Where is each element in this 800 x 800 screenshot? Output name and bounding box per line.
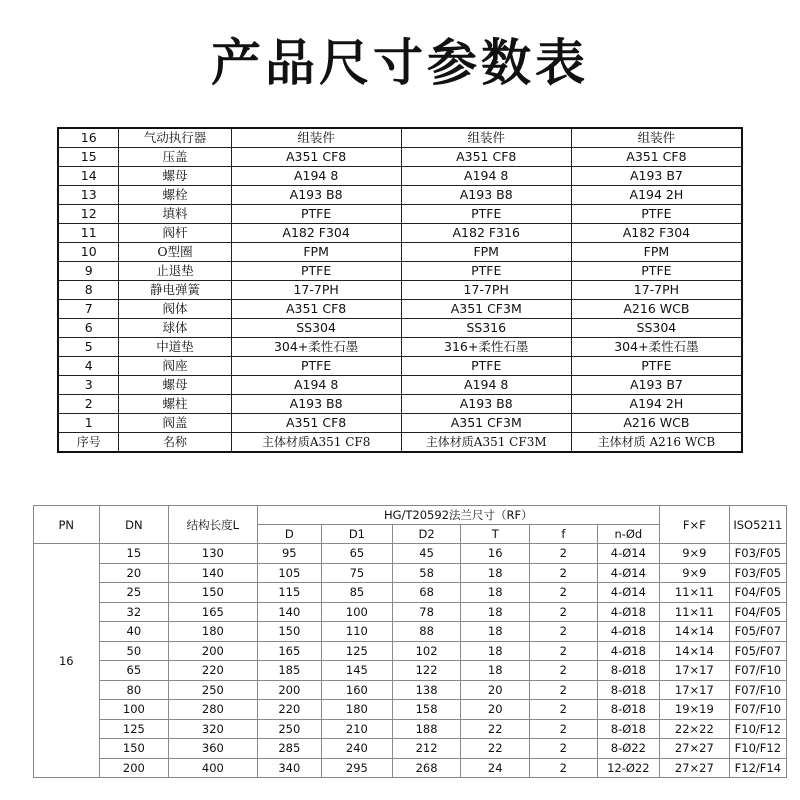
material-wcb-cell: A182 F304 bbox=[571, 224, 742, 243]
dim-d1-cell: 110 bbox=[322, 622, 393, 642]
material-no-cell: 16 bbox=[58, 128, 119, 148]
dim-dn-cell: 100 bbox=[99, 700, 169, 720]
material-row bbox=[58, 186, 742, 205]
dim-nd-cell: 8-Ø18 bbox=[597, 700, 659, 720]
material-cf8-cell: PTFE bbox=[231, 357, 401, 376]
dim-dn-cell: 20 bbox=[99, 563, 169, 583]
dim-d2-cell: 268 bbox=[392, 758, 461, 778]
material-cf3m-cell: A351 CF3M bbox=[401, 300, 571, 319]
material-no-cell: 1 bbox=[58, 414, 119, 433]
dim-f-cell: 2 bbox=[530, 622, 598, 642]
material-cf3m-cell: A193 B8 bbox=[401, 395, 571, 414]
material-cf3m-cell: 17-7PH bbox=[401, 281, 571, 300]
material-name-cell: 中道垫 bbox=[119, 338, 231, 357]
material-no-cell: 8 bbox=[58, 281, 119, 300]
dim-l-cell: 165 bbox=[169, 602, 257, 622]
material-wcb-cell: PTFE bbox=[571, 357, 742, 376]
dimension-row bbox=[34, 544, 787, 564]
material-cf8-cell: A193 B8 bbox=[231, 395, 401, 414]
material-no-cell: 7 bbox=[58, 300, 119, 319]
material-cf8-cell: A351 CF8 bbox=[231, 148, 401, 167]
header-nd: n-Ød bbox=[597, 525, 659, 544]
material-cf3m-cell: A194 8 bbox=[401, 376, 571, 395]
material-name-cell: 螺母 bbox=[119, 376, 231, 395]
material-name-cell: 填料 bbox=[119, 205, 231, 224]
dim-d-cell: 140 bbox=[257, 602, 321, 622]
material-cf8-cell: 主体材质A351 CF8 bbox=[231, 433, 401, 453]
material-cf8-cell: A182 F304 bbox=[231, 224, 401, 243]
dim-d1-cell: 210 bbox=[322, 719, 393, 739]
dimension-row bbox=[34, 700, 787, 720]
material-cf8-cell: A194 8 bbox=[231, 376, 401, 395]
dim-l-cell: 250 bbox=[169, 680, 257, 700]
dim-f-cell: 2 bbox=[530, 602, 598, 622]
material-wcb-cell: PTFE bbox=[571, 262, 742, 281]
header-f: f bbox=[530, 525, 598, 544]
dim-t-cell: 24 bbox=[461, 758, 530, 778]
dim-f-cell: 2 bbox=[530, 661, 598, 681]
material-name-cell: 阀座 bbox=[119, 357, 231, 376]
header-flange-group: HG/T20592法兰尺寸（RF） bbox=[257, 506, 659, 525]
material-cf3m-cell: A193 B8 bbox=[401, 186, 571, 205]
material-cf8-cell: FPM bbox=[231, 243, 401, 262]
material-cf3m-cell: A182 F316 bbox=[401, 224, 571, 243]
dim-iso-cell: F04/F05 bbox=[729, 602, 786, 622]
dim-f-cell: 2 bbox=[530, 719, 598, 739]
material-no-cell: 12 bbox=[58, 205, 119, 224]
dim-iso-cell: F03/F05 bbox=[729, 563, 786, 583]
dim-d-cell: 150 bbox=[257, 622, 321, 642]
material-wcb-cell: A193 B7 bbox=[571, 376, 742, 395]
dim-d-cell: 220 bbox=[257, 700, 321, 720]
material-row bbox=[58, 376, 742, 395]
material-wcb-cell: A194 2H bbox=[571, 395, 742, 414]
dim-dn-cell: 65 bbox=[99, 661, 169, 681]
dim-iso-cell: F07/F10 bbox=[729, 661, 786, 681]
dim-d1-cell: 125 bbox=[322, 641, 393, 661]
dim-d2-cell: 68 bbox=[392, 583, 461, 603]
dimension-row bbox=[34, 563, 787, 583]
header-dn: DN bbox=[99, 506, 169, 544]
dimension-row bbox=[34, 680, 787, 700]
material-name-cell: 阀体 bbox=[119, 300, 231, 319]
material-row bbox=[58, 243, 742, 262]
dim-d1-cell: 145 bbox=[322, 661, 393, 681]
dim-nd-cell: 4-Ø18 bbox=[597, 622, 659, 642]
dim-l-cell: 320 bbox=[169, 719, 257, 739]
material-row bbox=[58, 262, 742, 281]
material-row bbox=[58, 205, 742, 224]
dim-d-cell: 165 bbox=[257, 641, 321, 661]
dim-f-cell: 2 bbox=[530, 583, 598, 603]
dimension-row bbox=[34, 583, 787, 603]
material-row bbox=[58, 433, 742, 453]
material-name-cell: 球体 bbox=[119, 319, 231, 338]
material-name-cell: 螺母 bbox=[119, 167, 231, 186]
material-no-cell: 4 bbox=[58, 357, 119, 376]
dim-nd-cell: 4-Ø14 bbox=[597, 583, 659, 603]
dim-t-cell: 18 bbox=[461, 602, 530, 622]
dim-l-cell: 150 bbox=[169, 583, 257, 603]
dim-t-cell: 20 bbox=[461, 700, 530, 720]
dim-nd-cell: 4-Ø18 bbox=[597, 602, 659, 622]
dim-fxf-cell: 11×11 bbox=[660, 602, 730, 622]
material-name-cell: 静电弹簧 bbox=[119, 281, 231, 300]
dim-l-cell: 280 bbox=[169, 700, 257, 720]
material-name-cell: 止退垫 bbox=[119, 262, 231, 281]
dim-dn-cell: 200 bbox=[99, 758, 169, 778]
header-pn: PN bbox=[34, 506, 100, 544]
dim-dn-cell: 32 bbox=[99, 602, 169, 622]
material-cf3m-cell: A351 CF3M bbox=[401, 414, 571, 433]
dim-f-cell: 2 bbox=[530, 758, 598, 778]
dim-f-cell: 2 bbox=[530, 700, 598, 720]
material-row bbox=[58, 414, 742, 433]
dimension-row bbox=[34, 719, 787, 739]
dim-fxf-cell: 9×9 bbox=[660, 544, 730, 564]
dim-d2-cell: 122 bbox=[392, 661, 461, 681]
dim-d2-cell: 78 bbox=[392, 602, 461, 622]
dim-fxf-cell: 19×19 bbox=[660, 700, 730, 720]
dim-d-cell: 285 bbox=[257, 739, 321, 759]
dim-iso-cell: F10/F12 bbox=[729, 739, 786, 759]
dim-d2-cell: 45 bbox=[392, 544, 461, 564]
dim-f-cell: 2 bbox=[530, 641, 598, 661]
material-name-cell: 气动执行器 bbox=[119, 128, 231, 148]
dim-l-cell: 180 bbox=[169, 622, 257, 642]
dim-nd-cell: 8-Ø18 bbox=[597, 680, 659, 700]
dim-d2-cell: 212 bbox=[392, 739, 461, 759]
header-t: T bbox=[461, 525, 530, 544]
dim-d1-cell: 75 bbox=[322, 563, 393, 583]
dim-nd-cell: 4-Ø18 bbox=[597, 641, 659, 661]
dim-iso-cell: F07/F10 bbox=[729, 680, 786, 700]
dim-iso-cell: F03/F05 bbox=[729, 544, 786, 564]
dim-d2-cell: 158 bbox=[392, 700, 461, 720]
dim-t-cell: 18 bbox=[461, 641, 530, 661]
dimension-row bbox=[34, 758, 787, 778]
material-cf8-cell: PTFE bbox=[231, 205, 401, 224]
dim-fxf-cell: 14×14 bbox=[660, 622, 730, 642]
dim-l-cell: 140 bbox=[169, 563, 257, 583]
dim-f-cell: 2 bbox=[530, 680, 598, 700]
material-cf3m-cell: FPM bbox=[401, 243, 571, 262]
dim-d-cell: 200 bbox=[257, 680, 321, 700]
material-name-cell: 阀杆 bbox=[119, 224, 231, 243]
dim-d1-cell: 100 bbox=[322, 602, 393, 622]
dim-l-cell: 400 bbox=[169, 758, 257, 778]
material-no-cell: 序号 bbox=[58, 433, 119, 453]
material-no-cell: 6 bbox=[58, 319, 119, 338]
dim-iso-cell: F04/F05 bbox=[729, 583, 786, 603]
dim-dn-cell: 50 bbox=[99, 641, 169, 661]
dim-t-cell: 22 bbox=[461, 739, 530, 759]
material-wcb-cell: 17-7PH bbox=[571, 281, 742, 300]
dim-d-cell: 115 bbox=[257, 583, 321, 603]
dim-nd-cell: 4-Ø14 bbox=[597, 544, 659, 564]
dim-nd-cell: 8-Ø22 bbox=[597, 739, 659, 759]
material-no-cell: 15 bbox=[58, 148, 119, 167]
header-length: 结构长度L bbox=[169, 506, 257, 544]
dim-dn-cell: 25 bbox=[99, 583, 169, 603]
material-cf8-cell: PTFE bbox=[231, 262, 401, 281]
material-row bbox=[58, 148, 742, 167]
material-wcb-cell: A194 2H bbox=[571, 186, 742, 205]
material-name-cell: O型圈 bbox=[119, 243, 231, 262]
dim-t-cell: 18 bbox=[461, 563, 530, 583]
material-row bbox=[58, 395, 742, 414]
dim-nd-cell: 8-Ø18 bbox=[597, 719, 659, 739]
material-no-cell: 9 bbox=[58, 262, 119, 281]
dim-iso-cell: F12/F14 bbox=[729, 758, 786, 778]
dim-d1-cell: 180 bbox=[322, 700, 393, 720]
material-cf8-cell: A193 B8 bbox=[231, 186, 401, 205]
dim-d2-cell: 88 bbox=[392, 622, 461, 642]
dim-d2-cell: 138 bbox=[392, 680, 461, 700]
header-d: D bbox=[257, 525, 321, 544]
dim-iso-cell: F05/F07 bbox=[729, 641, 786, 661]
dim-nd-cell: 12-Ø22 bbox=[597, 758, 659, 778]
material-table bbox=[57, 127, 743, 453]
material-row bbox=[58, 338, 742, 357]
dim-d1-cell: 160 bbox=[322, 680, 393, 700]
dim-t-cell: 22 bbox=[461, 719, 530, 739]
dim-dn-cell: 125 bbox=[99, 719, 169, 739]
material-cf3m-cell: PTFE bbox=[401, 262, 571, 281]
material-cf3m-cell: A194 8 bbox=[401, 167, 571, 186]
dim-d-cell: 105 bbox=[257, 563, 321, 583]
material-cf3m-cell: A351 CF8 bbox=[401, 148, 571, 167]
material-wcb-cell: 组装件 bbox=[571, 128, 742, 148]
dim-l-cell: 130 bbox=[169, 544, 257, 564]
material-wcb-cell: A351 CF8 bbox=[571, 148, 742, 167]
material-name-cell: 名称 bbox=[119, 433, 231, 453]
material-no-cell: 11 bbox=[58, 224, 119, 243]
dim-d-cell: 250 bbox=[257, 719, 321, 739]
material-row bbox=[58, 128, 742, 148]
dimension-header-row bbox=[34, 506, 787, 525]
dim-iso-cell: F10/F12 bbox=[729, 719, 786, 739]
material-name-cell: 螺柱 bbox=[119, 395, 231, 414]
material-cf3m-cell: PTFE bbox=[401, 357, 571, 376]
dim-d1-cell: 295 bbox=[322, 758, 393, 778]
material-wcb-cell: A193 B7 bbox=[571, 167, 742, 186]
dim-fxf-cell: 27×27 bbox=[660, 758, 730, 778]
material-cf3m-cell: 316+柔性石墨 bbox=[401, 338, 571, 357]
material-no-cell: 5 bbox=[58, 338, 119, 357]
material-name-cell: 压盖 bbox=[119, 148, 231, 167]
dim-l-cell: 220 bbox=[169, 661, 257, 681]
header-iso: ISO5211 bbox=[729, 506, 786, 544]
header-fxf: F×F bbox=[660, 506, 730, 544]
dim-d2-cell: 188 bbox=[392, 719, 461, 739]
material-cf3m-cell: 组装件 bbox=[401, 128, 571, 148]
dim-d-cell: 185 bbox=[257, 661, 321, 681]
material-no-cell: 2 bbox=[58, 395, 119, 414]
material-name-cell: 阀盖 bbox=[119, 414, 231, 433]
dim-t-cell: 18 bbox=[461, 622, 530, 642]
material-row bbox=[58, 357, 742, 376]
header-d2: D2 bbox=[392, 525, 461, 544]
material-cf3m-cell: 主体材质A351 CF3M bbox=[401, 433, 571, 453]
dim-d1-cell: 240 bbox=[322, 739, 393, 759]
dimension-table bbox=[33, 505, 787, 778]
dim-fxf-cell: 22×22 bbox=[660, 719, 730, 739]
dim-fxf-cell: 11×11 bbox=[660, 583, 730, 603]
dim-t-cell: 18 bbox=[461, 661, 530, 681]
dim-dn-cell: 150 bbox=[99, 739, 169, 759]
dim-fxf-cell: 17×17 bbox=[660, 680, 730, 700]
material-wcb-cell: 主体材质 A216 WCB bbox=[571, 433, 742, 453]
dim-l-cell: 200 bbox=[169, 641, 257, 661]
material-wcb-cell: A216 WCB bbox=[571, 300, 742, 319]
dim-d2-cell: 102 bbox=[392, 641, 461, 661]
dim-nd-cell: 4-Ø14 bbox=[597, 563, 659, 583]
dim-fxf-cell: 17×17 bbox=[660, 661, 730, 681]
dim-dn-cell: 80 bbox=[99, 680, 169, 700]
material-cf8-cell: A351 CF8 bbox=[231, 300, 401, 319]
dim-d2-cell: 58 bbox=[392, 563, 461, 583]
material-no-cell: 14 bbox=[58, 167, 119, 186]
dim-l-cell: 360 bbox=[169, 739, 257, 759]
dim-fxf-cell: 9×9 bbox=[660, 563, 730, 583]
material-row bbox=[58, 224, 742, 243]
dimension-row bbox=[34, 661, 787, 681]
material-cf3m-cell: SS316 bbox=[401, 319, 571, 338]
material-wcb-cell: PTFE bbox=[571, 205, 742, 224]
dim-dn-cell: 40 bbox=[99, 622, 169, 642]
dim-t-cell: 20 bbox=[461, 680, 530, 700]
material-cf8-cell: A351 CF8 bbox=[231, 414, 401, 433]
material-no-cell: 3 bbox=[58, 376, 119, 395]
dim-iso-cell: F05/F07 bbox=[729, 622, 786, 642]
dim-fxf-cell: 27×27 bbox=[660, 739, 730, 759]
dimension-row bbox=[34, 602, 787, 622]
dim-f-cell: 2 bbox=[530, 739, 598, 759]
material-cf8-cell: SS304 bbox=[231, 319, 401, 338]
dim-d1-cell: 85 bbox=[322, 583, 393, 603]
material-wcb-cell: SS304 bbox=[571, 319, 742, 338]
dim-nd-cell: 8-Ø18 bbox=[597, 661, 659, 681]
dim-t-cell: 18 bbox=[461, 583, 530, 603]
material-wcb-cell: 304+柔性石墨 bbox=[571, 338, 742, 357]
dimension-row bbox=[34, 641, 787, 661]
material-name-cell: 螺栓 bbox=[119, 186, 231, 205]
material-cf8-cell: 304+柔性石墨 bbox=[231, 338, 401, 357]
dim-f-cell: 2 bbox=[530, 563, 598, 583]
dimension-row bbox=[34, 739, 787, 759]
material-row bbox=[58, 167, 742, 186]
dim-f-cell: 2 bbox=[530, 544, 598, 564]
dim-d-cell: 340 bbox=[257, 758, 321, 778]
material-row bbox=[58, 300, 742, 319]
material-row bbox=[58, 281, 742, 300]
page-title: 产品尺寸参数表 bbox=[211, 34, 589, 92]
material-cf3m-cell: PTFE bbox=[401, 205, 571, 224]
material-wcb-cell: A216 WCB bbox=[571, 414, 742, 433]
material-cf8-cell: 17-7PH bbox=[231, 281, 401, 300]
material-cf8-cell: A194 8 bbox=[231, 167, 401, 186]
dim-d-cell: 95 bbox=[257, 544, 321, 564]
material-cf8-cell: 组装件 bbox=[231, 128, 401, 148]
material-no-cell: 10 bbox=[58, 243, 119, 262]
dimension-row bbox=[34, 622, 787, 642]
header-d1: D1 bbox=[322, 525, 393, 544]
material-row bbox=[58, 319, 742, 338]
dim-iso-cell: F07/F10 bbox=[729, 700, 786, 720]
dim-fxf-cell: 14×14 bbox=[660, 641, 730, 661]
pn-value-cell: 16 bbox=[34, 544, 100, 778]
dim-dn-cell: 15 bbox=[99, 544, 169, 564]
dim-d1-cell: 65 bbox=[322, 544, 393, 564]
material-wcb-cell: FPM bbox=[571, 243, 742, 262]
dim-t-cell: 16 bbox=[461, 544, 530, 564]
material-no-cell: 13 bbox=[58, 186, 119, 205]
